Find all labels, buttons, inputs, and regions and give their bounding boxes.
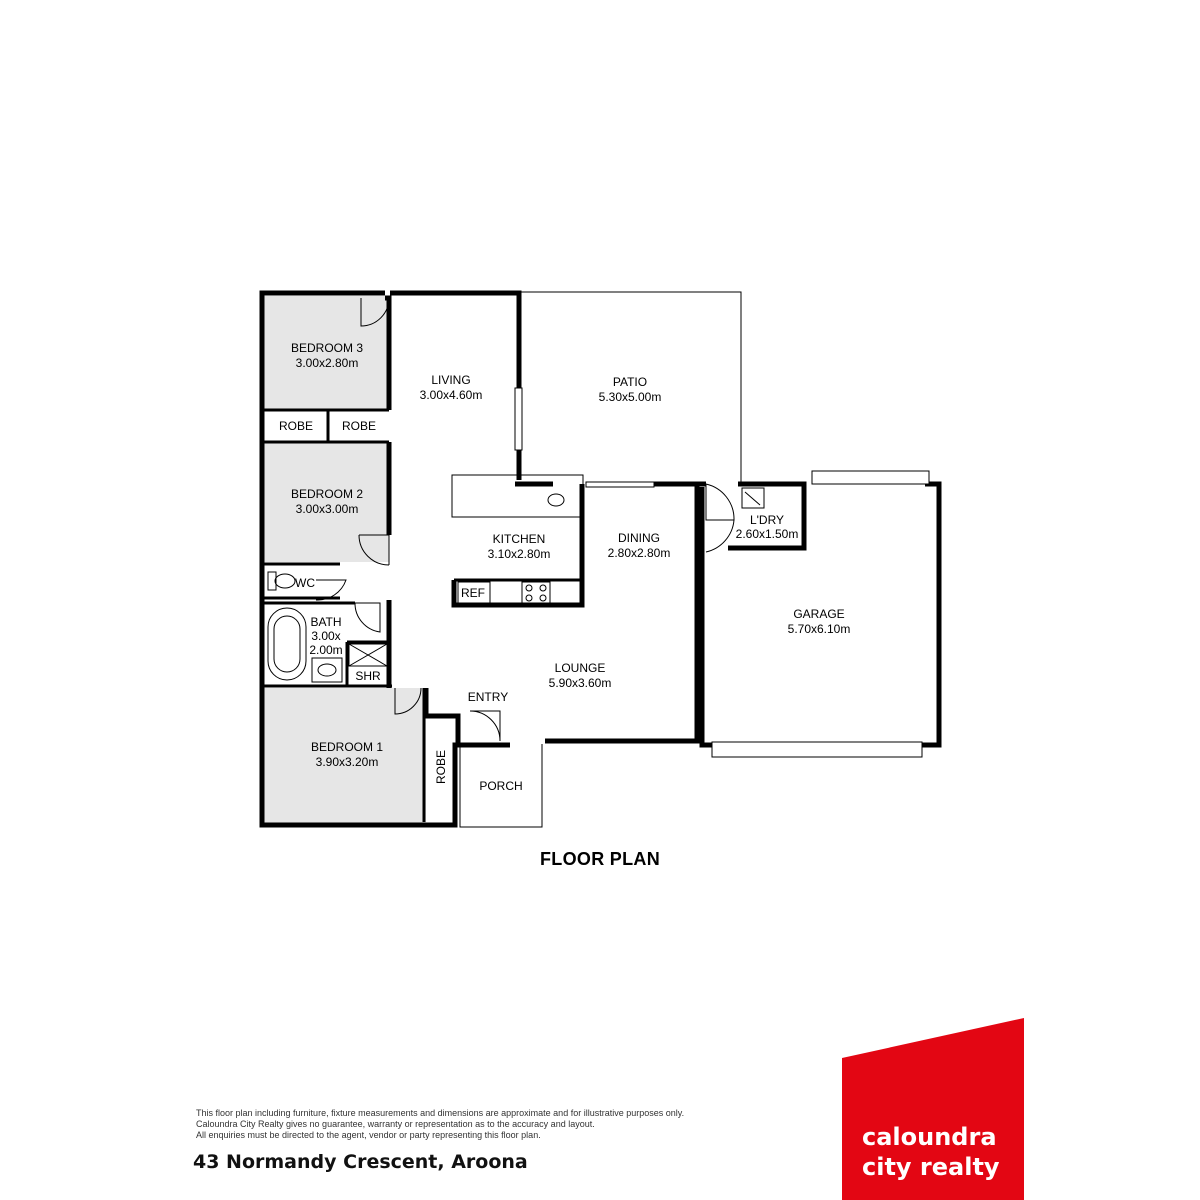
- bedroom-2-size: 3.00x3.00m: [295, 502, 359, 516]
- disclaimer: [196, 1108, 816, 1141]
- brand-line2: city realty: [862, 1153, 1000, 1181]
- shower-tray: [349, 644, 387, 666]
- brand-logo: [862, 1122, 1000, 1182]
- disclaimer-line: All enquiries must be directed to the agent, vendor or party representing this floor plan.: [196, 1130, 541, 1140]
- toilet: [275, 574, 295, 588]
- robe-label: ROBE: [341, 419, 377, 433]
- entry-label: ENTRY: [467, 690, 509, 704]
- bath-label: BATH: [310, 615, 342, 629]
- dining-label: DINING: [618, 531, 660, 545]
- bedroom-2-label: BEDROOM 2: [290, 487, 364, 501]
- robe-label: ROBE: [278, 419, 314, 433]
- disclaimer-line: This floor plan including furniture, fixture measurements and dimensions are approximate and for illustrative purposes only.: [196, 1108, 685, 1118]
- plan-title: FLOOR PLAN: [540, 849, 660, 869]
- windows: [515, 388, 929, 757]
- bath-size-line1: 3.00x: [311, 629, 341, 643]
- bedroom-1-label: BEDROOM 1: [310, 740, 384, 754]
- laundry-tub: [742, 488, 764, 508]
- living-label: LIVING: [431, 373, 471, 387]
- property-address: 43 Normandy Crescent, Aroona: [193, 1151, 528, 1173]
- bedroom-3-size: 3.00x2.80m: [295, 356, 359, 370]
- brand-line1: caloundra: [862, 1123, 997, 1151]
- laundry-size: 2.60x1.50m: [735, 527, 799, 541]
- bedroom-1-size: 3.90x3.20m: [315, 755, 379, 769]
- basin: [312, 658, 342, 682]
- dining-size: 2.80x2.80m: [607, 546, 671, 560]
- garage-size: 5.70x6.10m: [787, 622, 851, 636]
- kitchen-size: 3.10x2.80m: [487, 547, 551, 561]
- ref-label: REF: [461, 586, 485, 600]
- laundry-label: L'DRY: [749, 513, 785, 527]
- living-size: 3.00x4.60m: [419, 388, 483, 402]
- robe-label-vertical: ROBE: [434, 749, 448, 785]
- porch-label: PORCH: [479, 779, 523, 793]
- lounge-size: 5.90x3.60m: [548, 676, 612, 690]
- garage-label: GARAGE: [793, 607, 845, 621]
- lounge-label: LOUNGE: [554, 661, 606, 675]
- kitchen-label: KITCHEN: [492, 532, 546, 546]
- patio-label: PATIO: [612, 375, 648, 389]
- patio-size: 5.30x5.00m: [598, 390, 662, 404]
- kitchen-sink: [548, 494, 564, 506]
- shower-label: SHR: [355, 669, 381, 683]
- cooktop: [522, 582, 550, 604]
- disclaimer-line: Caloundra City Realty gives no guarantee, warranty or representation as to the accuracy and layout.: [196, 1119, 595, 1129]
- bath-size-line2: 2.00m: [309, 643, 343, 657]
- wc-label: WC: [295, 576, 315, 590]
- bedroom-3-label: BEDROOM 3: [290, 341, 364, 355]
